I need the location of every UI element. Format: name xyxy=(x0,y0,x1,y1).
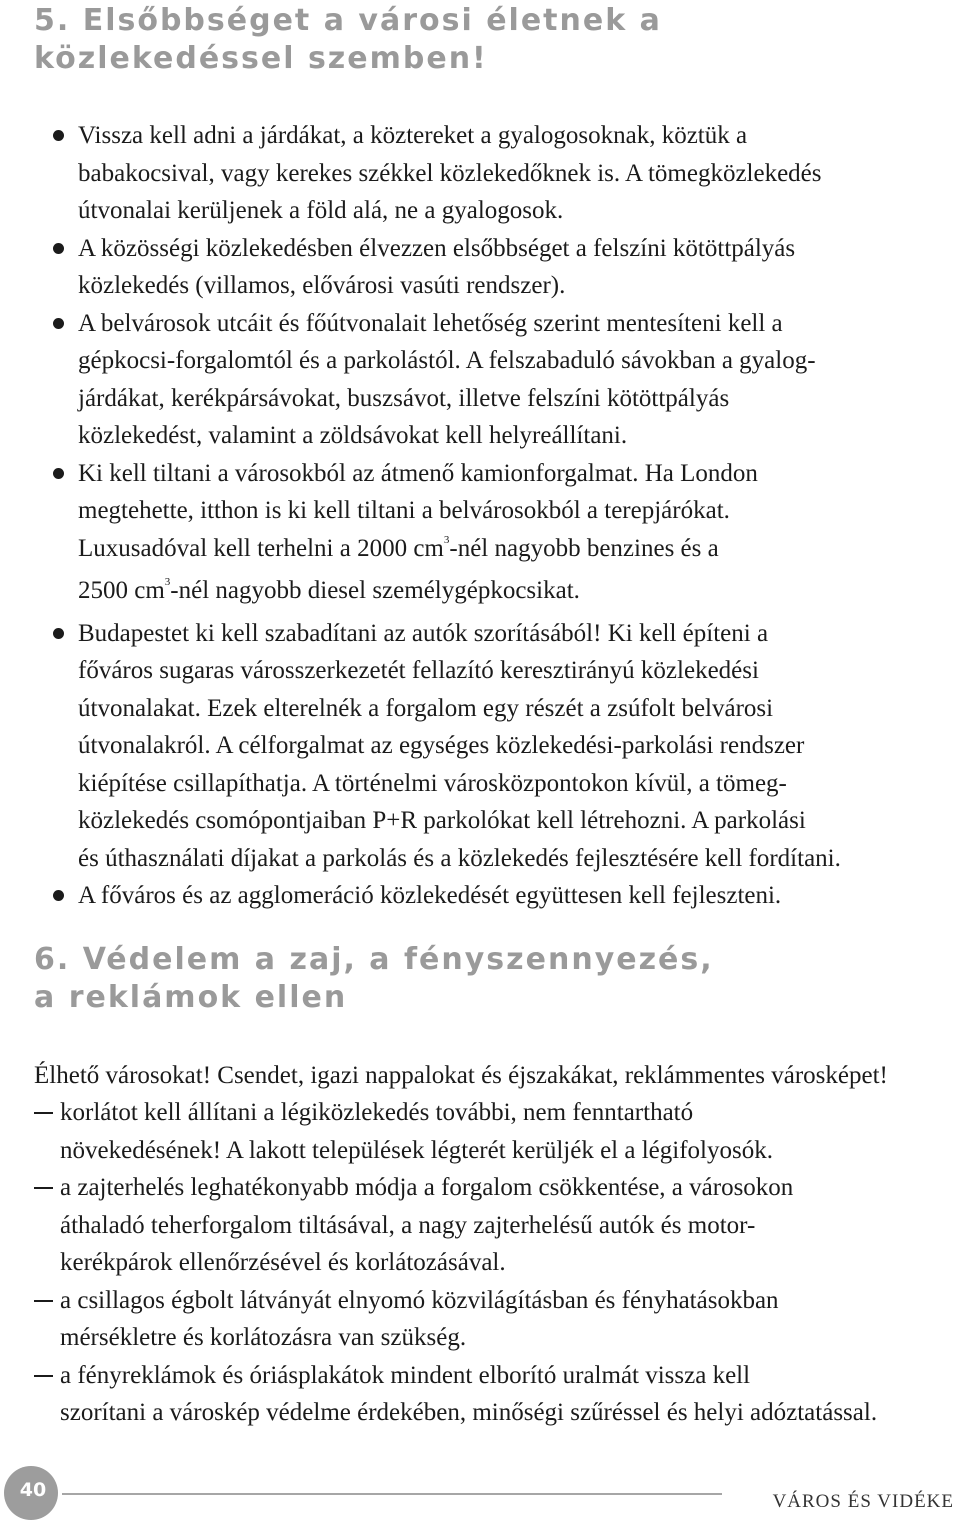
text-line: közlekedés csomópontjaiban P+R parkolókat kell létrehozni. A parkolási xyxy=(78,807,806,834)
text-fragment: 2500 cm xyxy=(78,577,165,604)
dash-icon xyxy=(34,1187,53,1189)
text-line: a zajterhelés leghatékonyabb módja a forgalom csökkentése, a városokon xyxy=(60,1174,794,1201)
page-number: 40 xyxy=(19,1479,47,1501)
bullet-icon xyxy=(53,628,64,639)
text-line: útvonalai kerüljenek a föld alá, ne a gyalogosok. xyxy=(78,197,564,224)
heading-line: 6. Védelem a zaj, a fényszennyezés, xyxy=(34,942,714,977)
text-line: és úthasználati díjakat a parkolás és a közlekedés fejlesztésére kell fordítani. xyxy=(78,844,841,872)
bullet-icon xyxy=(53,318,64,329)
heading-line: 5. Elsőbbséget a városi életnek a xyxy=(34,3,662,38)
bullet-item xyxy=(0,615,958,878)
text-line: Vissza kell adni a járdákat, a köztereket a gyalogosoknak, köztük a xyxy=(78,122,748,149)
text-line: A főváros és az agglomeráció közlekedését együttesen kell fejleszteni. xyxy=(78,882,782,909)
text-line: kiépítése csillapíthatja. A történelmi városközpontokon kívül, a tömeg- xyxy=(78,769,787,797)
text-line: útvonalakról. A célforgalmat az egységes közlekedési-parkolási rendszer xyxy=(78,732,805,759)
text-line: közlekedést, valamint a zöldsávokat kell helyreállítani. xyxy=(78,422,628,449)
text-line: járdákat, kerékpársávokat, buszsávot, illetve felszíni kötöttpályás xyxy=(78,384,730,412)
section-6-dash-list xyxy=(0,1094,960,1432)
page-number-badge xyxy=(4,1466,58,1520)
text-line xyxy=(78,572,958,615)
text-line: közlekedés (villamos, elővárosi vasúti rendszer). xyxy=(78,272,566,299)
text-line: korlátot kell állítani a légiközlekedés további, nem fenntartható xyxy=(60,1099,694,1126)
text-line: útvonalakat. Ezek elterelnék a forgalom egy részét a zsúfolt belvárosi xyxy=(78,694,774,722)
text-line: babakocsival, vagy kerekes székkel közlekedőknek is. A tömegközlekedés xyxy=(78,159,822,187)
dash-icon xyxy=(34,1375,53,1377)
dash-item xyxy=(0,1169,950,1282)
dash-icon xyxy=(34,1112,53,1114)
dash-item xyxy=(0,1094,950,1169)
text-line: a fényreklámok és óriásplakátok mindent elborító uralmát vissza kell xyxy=(60,1361,751,1389)
superscript: 3 xyxy=(164,576,171,588)
bullet-item xyxy=(0,230,958,305)
section-6-intro: Élhető városokat! Csendet, igazi nappalokat és éjszakákat, reklámmentes városképet! xyxy=(34,1062,888,1089)
dash-item xyxy=(0,1282,950,1357)
dash-item xyxy=(0,1357,950,1432)
running-footer-title: VÁROS ÉS VIDÉKE xyxy=(772,1491,954,1512)
bullet-icon xyxy=(53,130,64,141)
section-5-bullet-list xyxy=(0,117,960,915)
text-fragment: -nél nagyobb benzines és a xyxy=(449,534,719,562)
heading-line: közlekedéssel szemben! xyxy=(34,41,488,76)
section-5-heading xyxy=(34,2,662,78)
bullet-item xyxy=(0,117,958,230)
text-line: megtehette, itthon is ki kell tiltani a belvárosokból a terepjárókat. xyxy=(78,497,730,524)
text-line: A közösségi közlekedésben élvezzen elsőbbséget a felszíni kötöttpályás xyxy=(78,234,796,262)
heading-line: a reklámok ellen xyxy=(34,980,348,1015)
bullet-icon xyxy=(53,468,64,479)
bullet-item xyxy=(0,877,958,915)
footer-rule xyxy=(62,1493,722,1495)
superscript: 3 xyxy=(443,533,450,546)
section-6-heading xyxy=(34,941,714,1017)
bullet-item xyxy=(0,305,958,455)
text-line: gépkocsi-forgalomtól és a parkolástól. A felszabaduló sávokban a gyalog- xyxy=(78,347,816,374)
bullet-icon xyxy=(53,890,64,901)
dash-icon xyxy=(34,1300,53,1302)
text-line xyxy=(78,530,958,573)
text-line: kerékpárok ellenőrzésével és korlátozásával. xyxy=(60,1249,506,1276)
bullet-item xyxy=(0,455,958,615)
text-line: főváros sugaras városszerkezetét fellazító keresztirányú közlekedési xyxy=(78,657,759,684)
text-fragment: -nél nagyobb diesel személygépkocsikat. xyxy=(170,577,580,604)
text-line: áthaladó teherforgalom tiltásával, a nagy zajterhelésű autók és motor- xyxy=(60,1211,756,1239)
text-fragment: Luxusadóval kell terhelni a 2000 cm xyxy=(78,534,444,562)
text-line: Ki kell tiltani a városokból az átmenő kamionforgalmat. Ha London xyxy=(78,459,758,487)
text-line: Budapestet ki kell szabadítani az autók szorításából! Ki kell építeni a xyxy=(78,619,769,647)
text-line: a csillagos égbolt látványát elnyomó közvilágításban és fényhatásokban xyxy=(60,1286,779,1314)
text-line: mérsékletre és korlátozásra van szükség. xyxy=(60,1324,467,1351)
text-line: szorítani a városkép védelme érdekében, minőségi szűréssel és helyi adóztatással. xyxy=(60,1399,878,1426)
text-line: A belvárosok utcáit és főútvonalait lehetőség szerint mentesíteni kell a xyxy=(78,309,783,337)
text-line: növekedésének! A lakott települések légterét kerüljék el a légifolyosók. xyxy=(60,1136,773,1164)
bullet-icon xyxy=(53,243,64,254)
